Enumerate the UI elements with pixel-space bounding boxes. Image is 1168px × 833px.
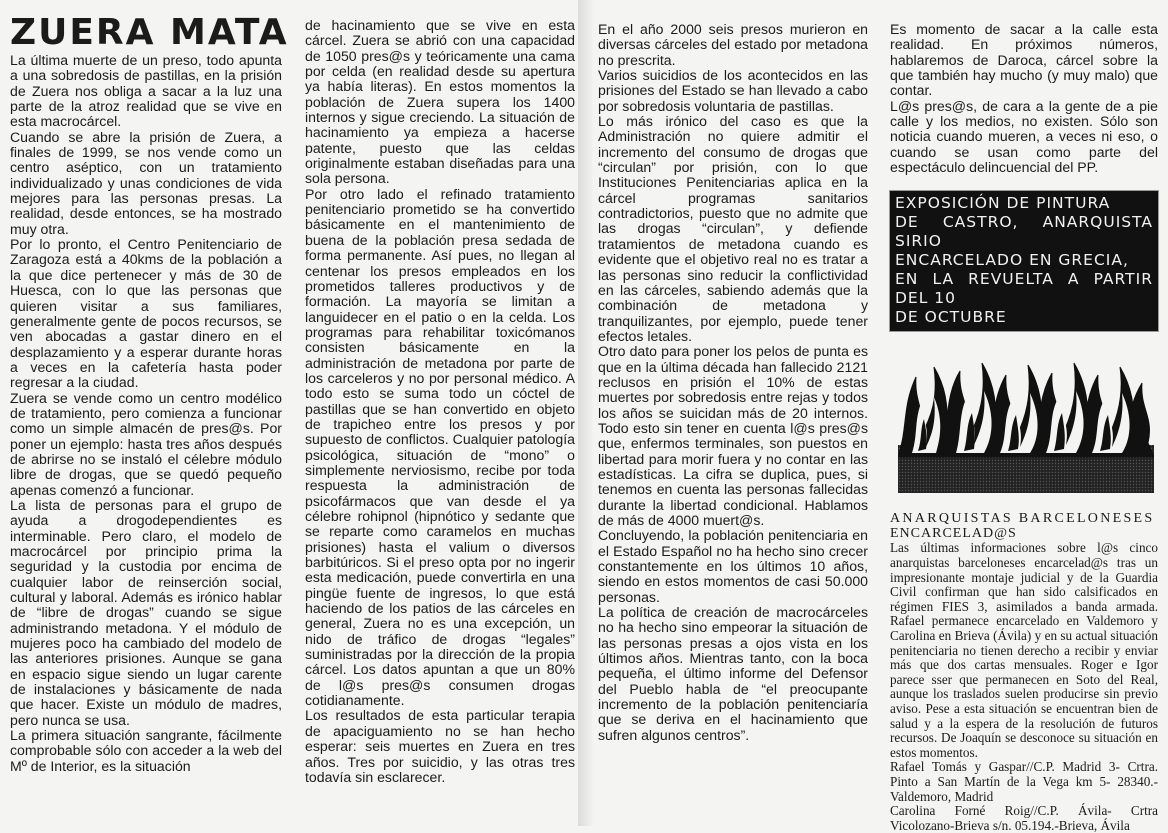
banner-line: EXPOSICIÓN DE PINTURA bbox=[895, 194, 1111, 213]
paragraph: La primera situación sangrante, fácilmente comprobable sólo con acceder a la web del Mº de Interior, es la situación bbox=[10, 727, 282, 774]
article-title: ZUERA MATA bbox=[10, 12, 289, 53]
paragraph: Lo más irónico del caso es que la Administración no quiere admitir el incremento del consumo de drogas que “circulan” por prisión, con lo que Instituciones Penitenciarias aplica en la cárcel programas sanitarios contradictorios, puesto que no admite que las drogas “circulan”, y defiende tratamientos de metadona cuando es evidente que el objetivo real no es tratar a las personas sino reducir la conflictividad en las cárceles, sabiendo además que la combinación de metadona y tranquilizantes, por ejemplo, puede tener efectos letales. bbox=[598, 113, 868, 344]
prisoner-address: Carolina Forné Roig//C.P. Ávila- Crtra Vicolozano-Brieva s/n. 05.194.-Brieva, Ávila bbox=[890, 803, 1158, 833]
paragraph: Cuando se abre la prisión de Zuera, a finales de 1999, se nos vende como un centro aséptico, con un tratamiento individualizado y unas condiciones de vida mejores para las personas presas. La realidad, desde entonces, se ha mostrado muy otra. bbox=[10, 128, 282, 237]
banner-line: EN LA REVUELTA A PARTIR DEL 10 bbox=[895, 270, 1153, 308]
article-column-4 bbox=[890, 22, 1158, 833]
paragraph: Varios suicidios de los acontecidos en las prisiones del Estado se han llevado a cabo por sobredosis voluntaria de pastillas. bbox=[598, 67, 868, 114]
paragraph: Los resultados de esta particular terapia de apaciguamiento no se han hecho esperar: seis muertes en Zuera en tres años. Tres por suicidio, y las otras tres todavía sin esclarecer. bbox=[305, 707, 575, 785]
paragraph: L@s pres@s, de cara a la gente de a pie calle y los medios, no existen. Sólo son noticia cuando mueren, a veces ni eso, o cuando se usan como parte del espectáculo delincuencial del PP. bbox=[890, 97, 1158, 176]
article-column-2 bbox=[305, 18, 575, 785]
article-column-3 bbox=[598, 22, 868, 743]
prisoner-address: Rafael Tomás y Gaspar//C.P. Madrid 3- Crtra. Pinto a San Martín de la Vega km 5- 28340.- Valdemoro, Madrid bbox=[890, 759, 1158, 804]
paragraph: Zuera se vende como un centro modélico de tratamiento, pero comienza a funcionar como un simple almacén de pres@s. Por poner un ejemplo: hasta tres años después de abrirse no se instaló el célebre módulo libre de drogas, que se quedó pequeño apenas comenzó a funcionar. bbox=[10, 389, 282, 498]
prisoners-heading-line: ENCARCELAD@S bbox=[890, 526, 1017, 542]
flames-icon bbox=[898, 357, 1154, 493]
banner-line: DE OCTUBRE bbox=[895, 308, 1007, 327]
paragraph: En el año 2000 seis presos murieron en diversas cárceles del estado por metadona no prescrita. bbox=[598, 21, 868, 68]
paragraph: La política de creación de macrocárceles no ha hecho sino empeorar la situación de las personas presas a ojos vista en los últimos años. Mientras tanto, con la boca pequeña, el último informe del Defensor del Pueblo habla de “el preocupante incremento de la población penitenciaría que se deriva en el hacinamiento que sufren algunos centros”. bbox=[598, 604, 868, 743]
paragraph: Por lo pronto, el Centro Penitenciario de Zaragoza está a 40kms de la población a la que dice pertenecer y más de 30 de Huesca, con lo que las personas que quieren visitar a sus familiares, generalmente gente de pocos recursos, se ven abocadas a gastar dinero en el desplazamiento y a esperar durante horas a veces en la cafetería hasta poder regresar a la ciudad. bbox=[10, 236, 282, 391]
article-column-1 bbox=[10, 12, 289, 774]
paragraph: La última muerte de un preso, todo apunta a una sobredosis de pastillas, en la prisión de Zuera nos obliga a sacar a la luz una parte de la atroz realidad que se vive en esta macrocárcel. bbox=[10, 52, 282, 130]
paragraph: Es momento de sacar a la calle esta realidad. En próximos números, hablaremos de Daroca, cárcel sobre la que también hay mucho (y muy malo) que contar. bbox=[890, 21, 1158, 99]
prisoners-body: Las últimas informaciones sobre l@s cinco anarquistas barceloneses encarcelad@s tras un impresionante montaje judicial y de la Guardia Civil confirman que han sido calsificados en régimen FIES 3, asimilados a banda armada. Rafael permanece encarcelado en Valdemoro y Carolina en Brieva (Ávila) y en su actual situación penitenciaria no tienen derecho a recibir y enviar más que dos cartas mensuales. Roger e Igor parece sser que permanecen en Soto del Real, aunque los traslados suelen producirse sin previo aviso. Pese a esta situación se encuentran bien de salud y a la espera de la resolución de futuros recursos. De Joaquín se desconoce su situación en estos momentos. bbox=[890, 540, 1158, 760]
prisoners-heading-line: ANARQUISTAS BARCELONESES bbox=[890, 511, 1155, 527]
prisoners-heading bbox=[890, 511, 1158, 541]
paragraph: Concluyendo, la población penitenciaria en el Estado Español no ha hecho sino crecer constantemente en los últimos 10 años, siendo en estos momentos de casi 50.000 personas. bbox=[598, 527, 868, 605]
page-fold-shadow bbox=[578, 0, 594, 826]
paragraph: La lista de personas para el grupo de ayuda a drogodependientes es interminable. Pero claro, el modelo de macrocárcel por principio prima la seguridad y la custodia por encima de cualquier labor de reinserción social, cultural y laboral. Además es irónico hablar de “libre de drogas” cuando se sigue administrando metadona. Y el módulo de mujeres poco ha cambiado del modelo de las anteriores prisiones. Aunque se gana en espacio sigue siendo un lugar carente de instalaciones y básicamente de nada que hacer. Existe un módulo de madres, pero nunca se usa. bbox=[10, 496, 282, 728]
paragraph: Otro dato para poner los pelos de punta es que en la última década han fallecido 2121 reclusos en prisión el 10% de estas muertes por sobredosis entre rejas y todos los años se suicidan más de 20 internos. Todo esto sin tener en cuenta l@s pres@s que, enfermos terminales, son puestos en libertad para morir fuera y no contar en las estadísticas. La cifra se duplica, pues, si tenemos en cuenta las personas fallecidas durante la libertad condicional. Hablamos de más de 4000 muert@s. bbox=[598, 343, 868, 528]
paragraph: de hacinamiento que se vive en esta cárcel. Zuera se abrió con una capacidad de 1050 pres@s y teóricamente una cama por celda (en realidad desde su apertura ya había literas). En estos momentos la población de Zuera supera los 1400 internos y sigue creciendo. La situación de hacinamiento ya empieza a hacerse patente, puesto que las celdas originalmente estaban diseñadas para una sola persona. bbox=[305, 17, 575, 187]
exhibition-banner bbox=[890, 191, 1158, 331]
banner-line: ENCARCELADO EN GRECIA, bbox=[895, 251, 1129, 270]
paragraph: Por otro lado el refinado tratamiento penitenciario prometido se ha convertido básicamente en el mantenimiento de buena de la población presa sedada de forma permanente. Así pues, no llegan al centenar los presos empleados en los prometidos talleres productivos y de formación. La mayoría se limitan a languidecer en el patio o en la celda. Los programas para rehabilitar toxicómanos consisten básicamente en la administración de metadona por parte de los carceleros y no por personal médico. A todo esto se suma todo un cóctel de pastillas que se han convertido en objeto de trapicheo entre los presos y por supuesto de conflictos. Cualquier patología psicológica, situación de “mono” o simplemente nerviosismo, recibe por toda respuesta la administración de psicofármacos que van desde el ya célebre rohipnol (hipnótico y sedante que se reparte como caramelos en muchas prisiones) hasta el valium o diversos barbitúricos. Si el preso opta por no ingerir esta medicación, puede convertirla en una pingüe fuente de ingresos, lo que está haciendo de los patios de las cárceles en general, Zuera no es una excepción, un nido de tráfico de drogas “legales” suministradas por la dirección de la propia cárcel. Los datos apuntan a que un 80% de l@s pres@s consumen drogas cotidianamente. bbox=[305, 185, 575, 709]
banner-line: DE CASTRO, ANARQUISTA SIRIO bbox=[895, 213, 1153, 251]
